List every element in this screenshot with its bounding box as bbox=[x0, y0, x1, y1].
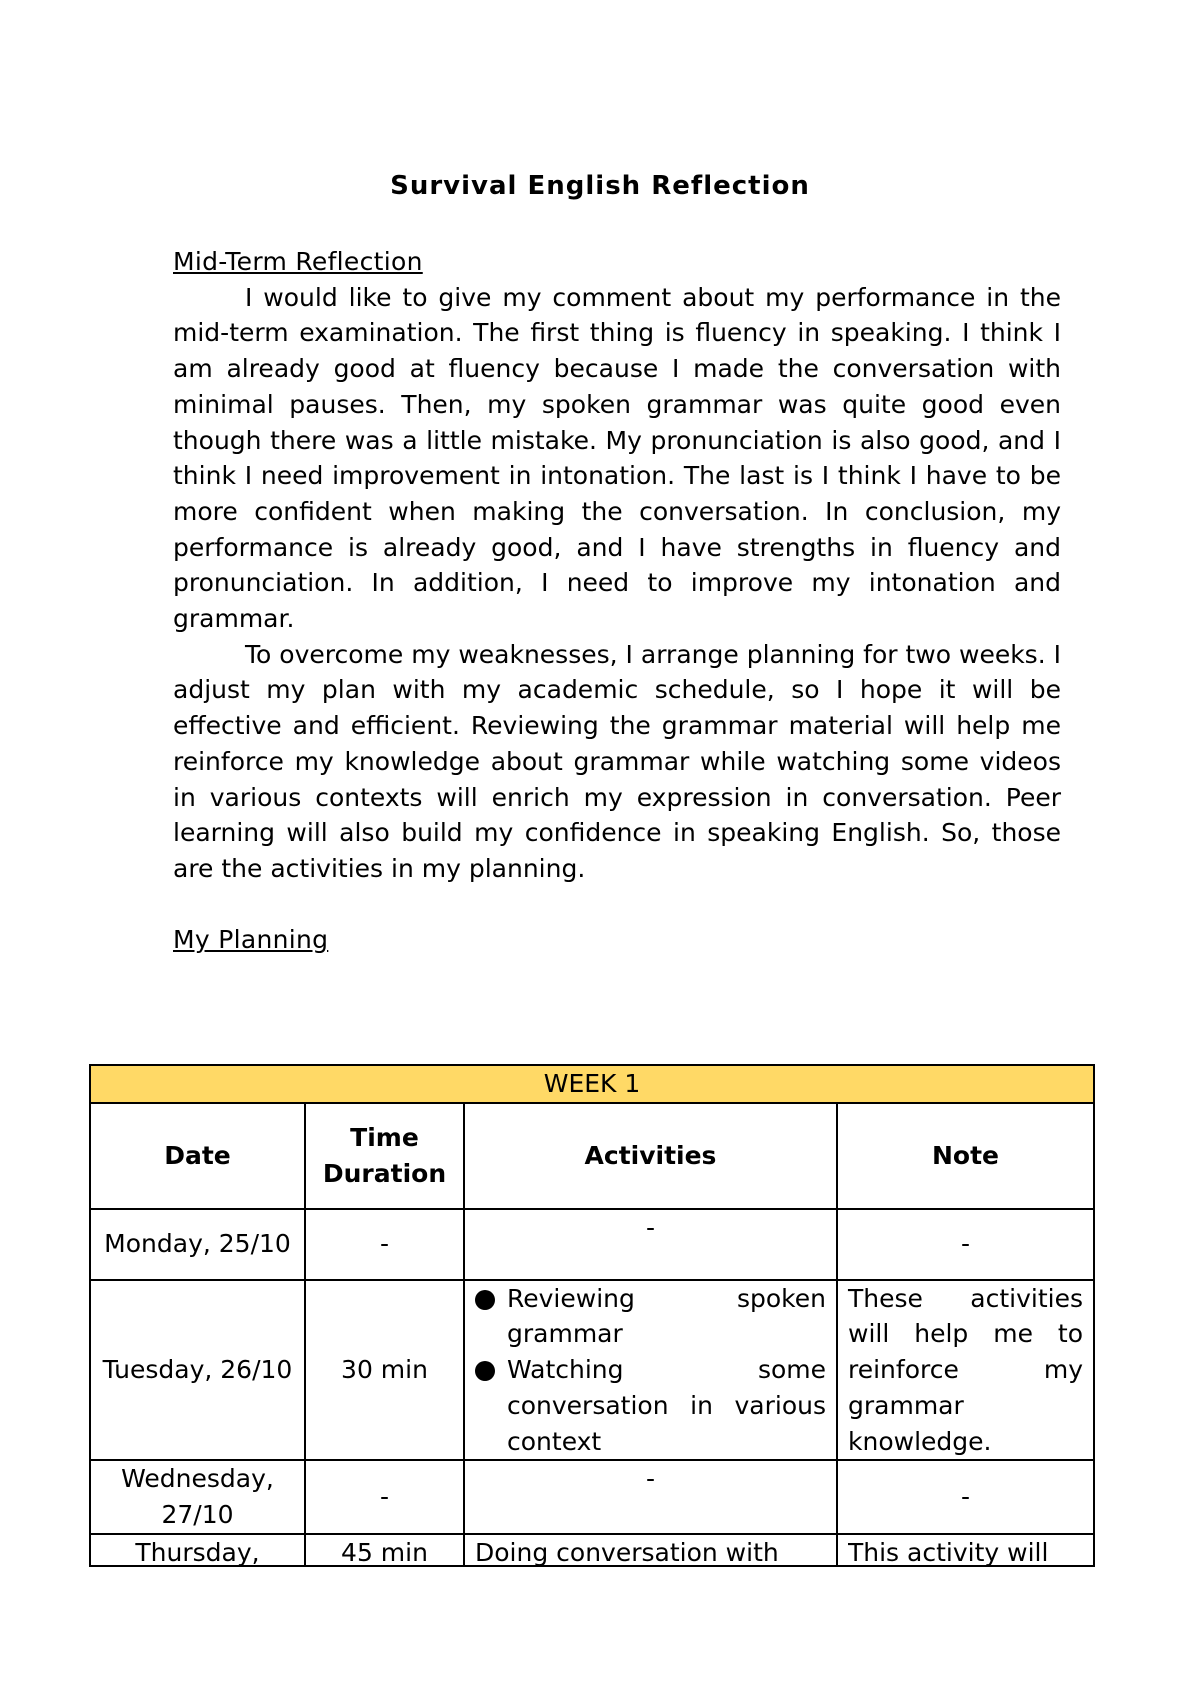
row-note: These activities will help me to reinforce my grammar knowledge. bbox=[837, 1280, 1094, 1461]
row-activity-text: Doing conversation with bbox=[475, 1537, 779, 1565]
row-duration: 30 min bbox=[305, 1280, 464, 1461]
row-duration: - bbox=[305, 1460, 464, 1533]
table-row bbox=[90, 1280, 1094, 1461]
header-activities: Activities bbox=[464, 1103, 837, 1209]
column-header-row bbox=[90, 1103, 1094, 1209]
row-duration-text: 45 min bbox=[341, 1537, 428, 1565]
row-activity: - bbox=[464, 1460, 837, 1533]
row-date: Tuesday, 26/10 bbox=[90, 1280, 305, 1461]
row-date-text: Thursday, bbox=[135, 1537, 260, 1565]
planning-heading: My Planning bbox=[173, 925, 329, 955]
row-note-text: This activity will bbox=[848, 1537, 1049, 1565]
header-date: Date bbox=[90, 1103, 305, 1209]
header-duration: Time Duration bbox=[305, 1103, 464, 1209]
week-header-row bbox=[90, 1065, 1094, 1103]
table-row bbox=[90, 1460, 1094, 1533]
document-title: Survival English Reflection bbox=[390, 171, 810, 201]
activity-text: Reviewing spoken grammar bbox=[507, 1283, 826, 1349]
bullet-icon bbox=[475, 1361, 495, 1381]
row-date bbox=[90, 1534, 305, 1566]
planning-table bbox=[89, 1064, 1095, 1567]
paragraph-1: I would like to give my comment about my performance in the mid-term examination. The first thing is fluency in speaking. I think I am already good at fluency because I made the conversation with minimal pauses. Then, my spoken grammar was quite good even though there was a little mistake. My pronunciation is also good, and I think I need improvement in intonation. The last is I think I have to be more confident when making the conversation. In conclusion, my performance is already good, and I have strengths in fluency and pronunciation. In addition, I need to improve my intonation and grammar. bbox=[173, 282, 1061, 634]
week-label: WEEK 1 bbox=[90, 1065, 1094, 1103]
list-item bbox=[507, 1352, 826, 1459]
row-activities bbox=[464, 1280, 837, 1461]
spacer bbox=[173, 887, 1061, 923]
row-note: - bbox=[837, 1460, 1094, 1533]
row-date: Wednesday, 27/10 bbox=[90, 1460, 305, 1533]
activity-list bbox=[475, 1281, 826, 1460]
list-item bbox=[507, 1281, 826, 1352]
table-row bbox=[90, 1209, 1094, 1280]
row-duration bbox=[305, 1534, 464, 1566]
row-date: Monday, 25/10 bbox=[90, 1209, 305, 1280]
row-note bbox=[837, 1534, 1094, 1566]
row-activity bbox=[464, 1534, 837, 1566]
row-duration: - bbox=[305, 1209, 464, 1280]
activity-text: Watching some conversation in various context bbox=[507, 1355, 826, 1456]
midterm-heading: Mid-Term Reflection bbox=[173, 247, 423, 276]
document-body bbox=[173, 244, 1061, 958]
row-activity: - bbox=[464, 1209, 837, 1280]
table-row bbox=[90, 1534, 1094, 1566]
paragraph-2: To overcome my weaknesses, I arrange planning for two weeks. I adjust my plan with my academic schedule, so I hope it will be effective and efficient. Reviewing the grammar material will help me reinforce my knowledge about grammar while watching some videos in various contexts will enrich my expression in conversation. Peer learning will also build my confidence in speaking English. So, those are the activities in my planning. bbox=[173, 639, 1061, 883]
bullet-icon bbox=[475, 1290, 495, 1310]
row-note: - bbox=[837, 1209, 1094, 1280]
header-note: Note bbox=[837, 1103, 1094, 1209]
